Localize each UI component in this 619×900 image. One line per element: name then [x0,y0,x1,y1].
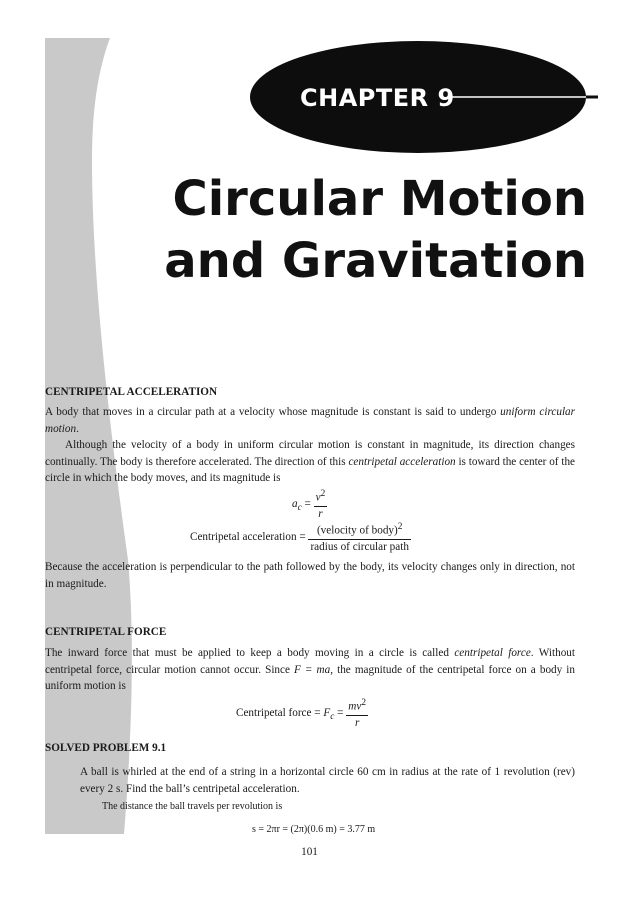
chapter-title [164,168,587,292]
chapter-title-line-1: Circular Motion [172,171,587,227]
chapter-title-line-2: and Gravitation [164,233,587,289]
problem-statement: A ball is whirled at the end of a string in a horizontal circle 60 cm in radius at the rate of 1 revolution (rev) every 2 s. Find the ball’s centripetal acceleration. [80,766,575,795]
equation-centripetal-acceleration-words: Centripetal acceleration = $\frac{(velocity of body)^2}{\text{radius of circular path}}$ [190,522,409,553]
solution-intro: The distance the ball travels per revolution is [102,801,283,812]
section-heading-centripetal-acceleration: CENTRIPETAL ACCELERATION [45,386,218,398]
solution-equation: s = 2πr = (2π)(0.6 m) = 3.77 m [252,824,376,835]
equation-centripetal-acceleration-symbolic: $a_c$ = $\frac{v^2}{r}$ [292,489,326,520]
paragraph-perpendicular-acceleration: Because the acceleration is perpendicular to the path followed by the body, its velocity changes only in direction, not in magnitude. [45,561,575,590]
page-number: 101 [301,846,318,858]
chapter-label: CHAPTER 9 [300,84,455,112]
paragraph-centripetal-force: The inward force that must be applied to keep a body moving in a circle is called centripetal force. Without centripetal force, circular motion cannot occur. Since F = ma, the magnitude of the centripetal force on a body in uniform motion is [45,647,576,692]
section-heading-solved-problem: SOLVED PROBLEM 9.1 [45,742,167,754]
section-heading-centripetal-force: CENTRIPETAL FORCE [45,626,167,638]
equation-centripetal-force: Centripetal force = $F_c$ = $\frac{mv^2}{r}$ [236,698,366,729]
paragraph-uniform-circular-motion: A body that moves in a circular path at a velocity whose magnitude is constant is said to undergo uniform circular motion. Although the velocity of a body in uniform circular motion is constant in magnitude, its direction changes continually. The body is therefore accelerated. The direction of this centripetal acceleration is toward the center of the circle in which the body moves, and its magnitude is [45,406,576,484]
